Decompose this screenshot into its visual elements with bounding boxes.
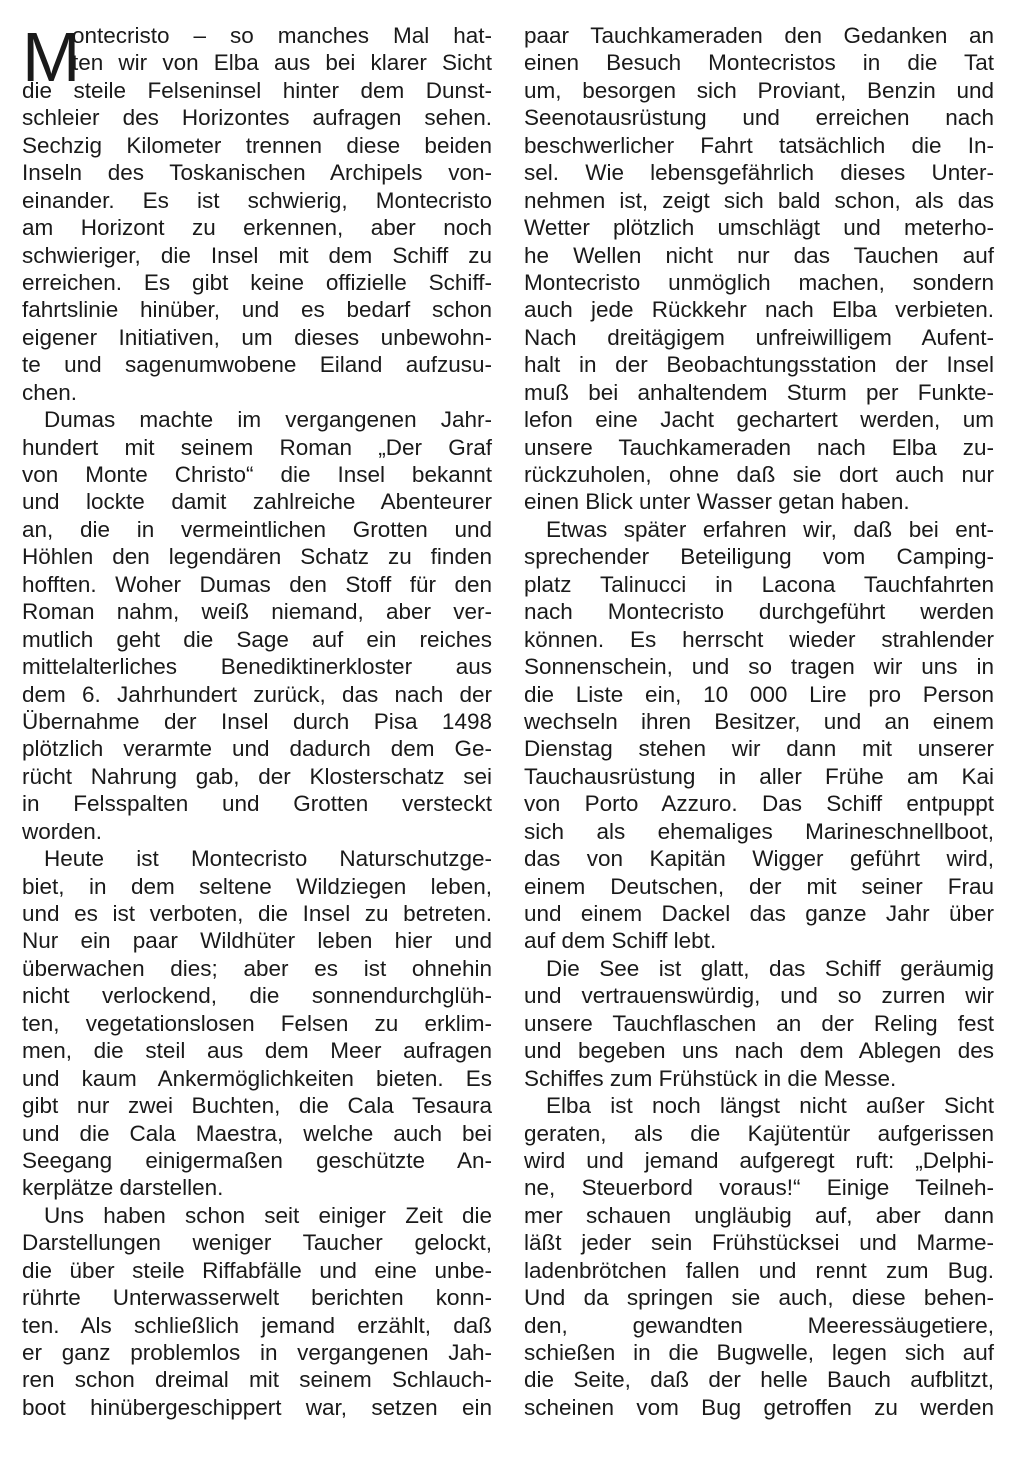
paragraph-first-line: Etwas später erfahren wir, daß bei ent- — [546, 516, 994, 542]
text-line: ten, vegetationslosen Felsen zu erklim- — [22, 1010, 492, 1036]
text-line: auch jede Rückkehr nach Elba verbieten. — [524, 297, 994, 323]
text-line: sel. Wie lebensgefährlich dieses Unter- — [524, 160, 994, 186]
text-line: paar Tauchkameraden den Gedanken an — [524, 23, 994, 48]
text-line: überwachen dies; aber es ist ohnehin — [22, 955, 492, 981]
text-line: men, die steil aus dem Meer aufragen — [22, 1038, 492, 1064]
text-line: Montecristo unmöglich machen, sondern — [524, 269, 994, 295]
text-line: schleier des Horizontes aufragen sehen. — [22, 105, 492, 131]
text-line: und vertrauenswürdig, und so zurren wir — [524, 983, 994, 1009]
text-line: Höhlen den legendären Schatz zu finden — [22, 544, 492, 570]
text-line: einen Besuch Montecristos in die Tat — [524, 50, 994, 76]
text-line: sprechender Beteiligung vom Camping- — [524, 544, 994, 570]
text-line: biet, in dem seltene Wildziegen leben, — [22, 873, 492, 899]
text-line: dem 6. Jahrhundert zurück, das nach der — [22, 681, 492, 707]
drop-cap-letter: M — [22, 18, 81, 96]
text-line: in Felsspalten und Grotten versteckt — [22, 791, 492, 817]
text-line: und es ist verboten, die Insel zu betreten. — [22, 901, 492, 926]
text-line: geraten, als die Kajütentür aufgerissen — [524, 1120, 994, 1146]
text-line: kerplätze darstellen. — [22, 1175, 224, 1201]
text-line: die steile Felseninsel hinter dem Dunst- — [22, 77, 492, 103]
text-line: Sonnenschein, und so tragen wir uns in — [524, 654, 994, 680]
text-line: können. Es herrscht wieder strahlender — [524, 626, 994, 652]
text-line: beschwerlicher Fahrt tatsächlich die In- — [524, 132, 994, 158]
text-line: rücht Nahrung gab, der Klosterschatz sei — [22, 763, 492, 789]
text-line: von Monte Christo“ die Insel bekannt — [22, 462, 492, 487]
paragraph-first-line: Uns haben schon seit einiger Zeit die — [44, 1202, 492, 1228]
text-line: ontecristo – so manches Mal hat- — [72, 23, 492, 48]
text-line: schwieriger, die Insel mit dem Schiff zu — [22, 242, 492, 268]
text-line: erreichen. Es gibt keine offizielle Schiff- — [22, 269, 492, 295]
text-line: hundert mit seinem Roman „Der Graf — [22, 434, 492, 460]
text-line: sich als ehemaliges Marineschnellboot, — [524, 818, 994, 844]
text-line: ten. Als schließlich jemand erzählt, daß — [22, 1312, 492, 1338]
text-line: Inseln des Toskanischen Archipels von- — [22, 160, 492, 186]
text-line: Roman nahm, weiß niemand, aber ver- — [22, 599, 492, 625]
text-line: und die Cala Maestra, welche auch bei — [22, 1120, 492, 1146]
text-line: ladenbrötchen fallen und rennt zum Bug. — [524, 1257, 994, 1283]
text-line: läßt jeder sein Frühstücksei und Marme- — [524, 1230, 994, 1256]
text-line: Dienstag stehen wir dann mit unserer — [524, 736, 994, 762]
text-line: mittelalterliches Benediktinerkloster aus — [22, 654, 492, 680]
text-line: Übernahme der Insel durch Pisa 1498 — [22, 708, 492, 734]
text-line: Wetter plötzlich umschlägt und meterho- — [524, 215, 994, 241]
text-line: boot hinübergeschippert war, setzen ein — [22, 1394, 492, 1420]
text-line: Seenotausrüstung und erreichen nach — [524, 105, 994, 131]
text-line: ne, Steuerbord voraus!“ Einige Teilneh- — [524, 1175, 994, 1201]
text-line: und kaum Ankermöglichkeiten bieten. Es — [22, 1065, 492, 1091]
text-line: gibt nur zwei Buchten, die Cala Tesaura — [22, 1093, 492, 1119]
text-line: plötzlich verarmte und dadurch dem Ge- — [22, 736, 492, 762]
text-line: rührte Unterwasserwelt berichten konn- — [22, 1285, 492, 1311]
text-line: fahrtslinie hinüber, und es bedarf schon — [22, 297, 492, 323]
text-line: am Horizont zu erkennen, aber noch — [22, 215, 492, 241]
text-line: mer schauen ungläubig auf, aber dann — [524, 1202, 994, 1228]
text-line: wechseln ihren Besitzer, und an einem — [524, 708, 994, 734]
text-line: um, besorgen sich Proviant, Benzin und — [524, 77, 994, 103]
text-line: ten wir von Elba aus bei klarer Sicht — [72, 50, 492, 76]
text-line: scheinen vom Bug getroffen zu werden — [524, 1394, 994, 1420]
text-line: an, die in vermeintlichen Grotten und — [22, 516, 492, 542]
text-line: mutlich geht die Sage auf ein reiches — [22, 626, 492, 652]
text-line: Seegang einigermaßen geschützte An- — [22, 1147, 492, 1173]
text-line: schießen in die Bugwelle, legen sich auf — [524, 1340, 994, 1365]
text-line: und einem Dackel das ganze Jahr über — [524, 901, 994, 926]
text-line: eigener Initiativen, um dieses unbewohn- — [22, 324, 492, 350]
text-column-right — [524, 22, 994, 1421]
text-line: unsere Tauchkameraden nach Elba zu- — [524, 434, 994, 460]
text-line: die Seite, daß der helle Bauch aufblitzt, — [524, 1367, 994, 1393]
text-line: unsere Tauchflaschen an der Reling fest — [524, 1010, 994, 1036]
text-line: Darstellungen weniger Taucher gelockt, — [22, 1230, 492, 1256]
text-line: hofften. Woher Dumas den Stoff für den — [22, 571, 492, 597]
text-line: einen Blick unter Wasser getan haben. — [524, 489, 910, 515]
text-line: halt in der Beobachtungsstation der Insel — [524, 352, 994, 378]
text-line: muß bei anhaltendem Sturm per Funkte- — [524, 379, 994, 405]
text-line: nicht verlockend, die sonnendurchglüh- — [22, 983, 492, 1009]
paragraph-first-line: Elba ist noch längst nicht außer Sicht — [546, 1093, 994, 1119]
text-line: von Porto Azzuro. Das Schiff entpuppt — [524, 791, 994, 817]
text-line: das von Kapitän Wigger geführt wird, — [524, 846, 994, 872]
text-line: te und sagenumwobene Eiland aufzusu- — [22, 352, 492, 378]
text-line: chen. — [22, 379, 78, 405]
text-column-left — [22, 18, 492, 1421]
text-line: Nach dreitägigem unfreiwilligem Aufent- — [524, 324, 994, 350]
text-line: ren schon dreimal mit seinem Schlauch- — [22, 1367, 492, 1393]
text-line: die Liste ein, 10 000 Lire pro Person — [524, 681, 994, 707]
text-line: rückzuholen, ohne daß sie dort auch nur — [524, 462, 994, 487]
text-line: den, gewandten Meeressäugetiere, — [524, 1312, 994, 1338]
text-line: einem Deutschen, der mit seiner Frau — [524, 873, 994, 899]
text-line: Und da springen sie auch, diese behen- — [524, 1285, 994, 1311]
paragraph-first-line: Heute ist Montecristo Naturschutzge- — [44, 846, 492, 872]
text-line: und begeben uns nach dem Ablegen des — [524, 1038, 994, 1064]
text-line: platz Talinucci in Lacona Tauchfahrten — [524, 571, 994, 597]
text-line: Sechzig Kilometer trennen diese beiden — [22, 132, 492, 158]
text-line: und lockte damit zahlreiche Abenteurer — [22, 489, 492, 515]
text-line: einander. Es ist schwierig, Montecristo — [22, 187, 492, 213]
text-line: die über steile Riffabfälle und eine unbe- — [22, 1257, 492, 1283]
paragraph-first-line: Dumas machte im vergangenen Jahr- — [44, 407, 492, 433]
text-line: wird und jemand aufgeregt ruft: „Delphi- — [524, 1147, 994, 1173]
text-line: worden. — [22, 818, 103, 844]
text-line: nehmen ist, zeigt sich bald schon, als das — [524, 187, 994, 213]
text-line: Schiffes zum Frühstück in die Messe. — [524, 1065, 897, 1091]
paragraph-first-line: Die See ist glatt, das Schiff geräumig — [546, 955, 994, 981]
text-line: Nur ein paar Wildhüter leben hier und — [22, 928, 492, 954]
text-line: er ganz problemlos in vergangenen Jah- — [22, 1340, 492, 1365]
text-line: auf dem Schiff lebt. — [524, 928, 717, 954]
text-line: Tauchausrüstung in aller Frühe am Kai — [524, 763, 994, 789]
text-line: he Wellen nicht nur das Tauchen auf — [524, 242, 994, 268]
text-line: nach Montecristo durchgeführt werden — [524, 599, 994, 625]
text-line: lefon eine Jacht gechartert werden, um — [524, 407, 994, 433]
